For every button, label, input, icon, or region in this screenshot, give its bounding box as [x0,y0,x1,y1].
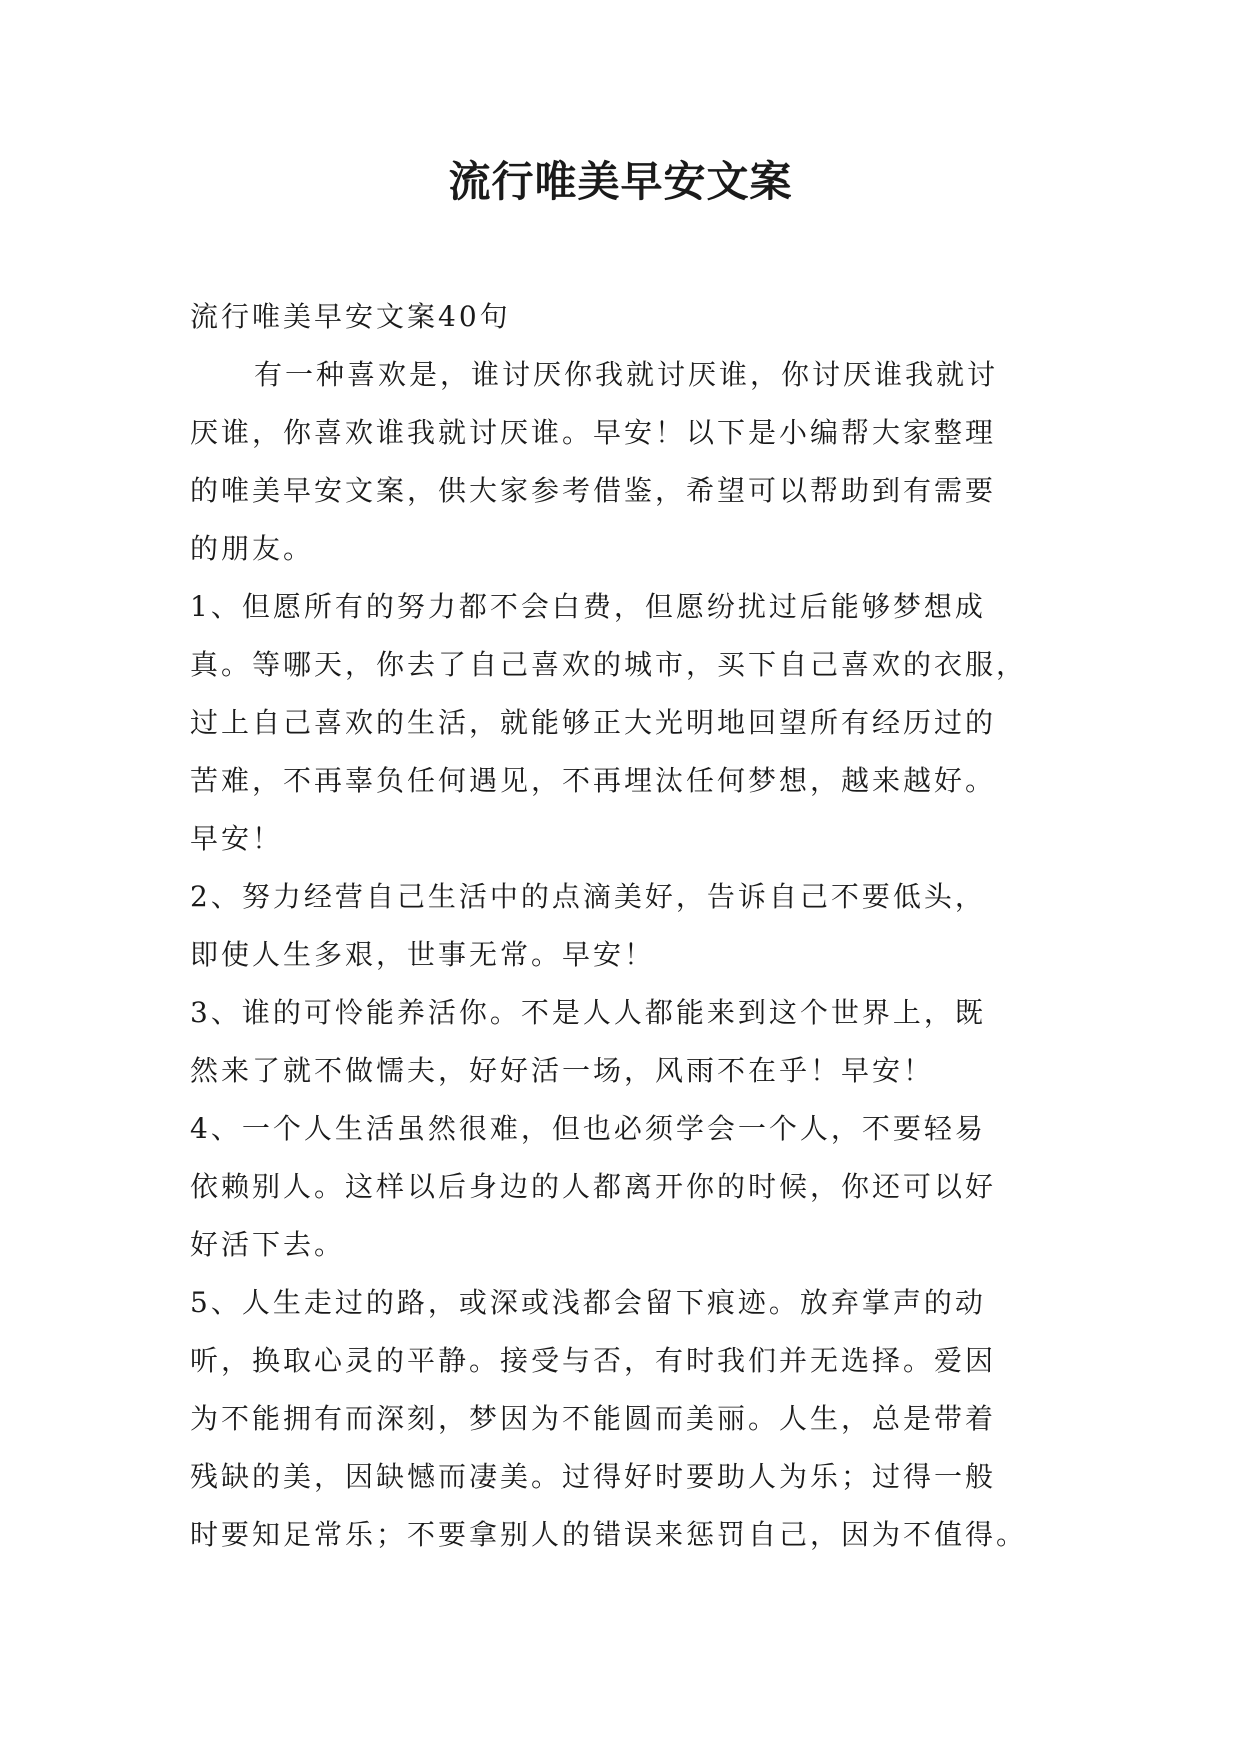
intro-line: 的朋友。 [190,532,315,565]
document-title: 流行唯美早安文案 [448,157,793,206]
item-line: 1、但愿所有的努力都不会白费，但愿纷扰过后能够梦想成 [190,590,986,623]
document-body [190,288,1060,1564]
item-line: 过上自己喜欢的生活，就能够正大光明地回望所有经历过的 [190,706,997,739]
item-line: 4、一个人生活虽然很难，但也必须学会一个人，不要轻易 [190,1112,986,1145]
item-line: 早安！ [190,822,284,855]
list-item-4 [190,1100,1060,1274]
item-line: 依赖别人。这样以后身边的人都离开你的时候，你还可以好 [190,1170,997,1203]
list-item-5 [190,1274,1060,1564]
item-line: 好活下去。 [190,1228,346,1261]
item-line: 即使人生多艰，世事无常。早安！ [190,938,656,971]
item-line: 3、谁的可怜能养活你。不是人人都能来到这个世界上，既 [190,996,986,1029]
item-line: 时要知足常乐；不要拿别人的错误来惩罚自己，因为不值得。 [190,1518,1028,1551]
intro-line: 厌谁，你喜欢谁我就讨厌谁。早安！以下是小编帮大家整理 [190,416,997,449]
intro-line: 有一种喜欢是，谁讨厌你我就讨厌谁，你讨厌谁我就讨 [254,358,999,391]
document-subtitle: 流行唯美早安文案40句 [190,300,511,333]
item-line: 苦难，不再辜负任何遇见，不再埋汰任何梦想，越来越好。 [190,764,997,797]
item-line: 残缺的美，因缺憾而凄美。过得好时要助人为乐；过得一般 [190,1460,997,1493]
list-item-2 [190,868,1060,984]
item-line: 听，换取心灵的平静。接受与否，有时我们并无选择。爱因 [190,1344,997,1377]
intro-line: 的唯美早安文案，供大家参考借鉴，希望可以帮助到有需要 [190,474,997,507]
item-line: 真。等哪天，你去了自己喜欢的城市，买下自己喜欢的衣服， [190,648,1028,681]
item-line: 2、努力经营自己生活中的点滴美好，告诉自己不要低头， [190,880,986,913]
item-line: 然来了就不做懦夫，好好活一场，风雨不在乎！早安！ [190,1054,935,1087]
list-item-1 [190,578,1060,868]
list-item-3 [190,984,1060,1100]
item-line: 为不能拥有而深刻，梦因为不能圆而美丽。人生，总是带着 [190,1402,997,1435]
intro-paragraph [190,346,1060,578]
item-line: 5、人生走过的路，或深或浅都会留下痕迹。放弃掌声的动 [190,1286,986,1319]
